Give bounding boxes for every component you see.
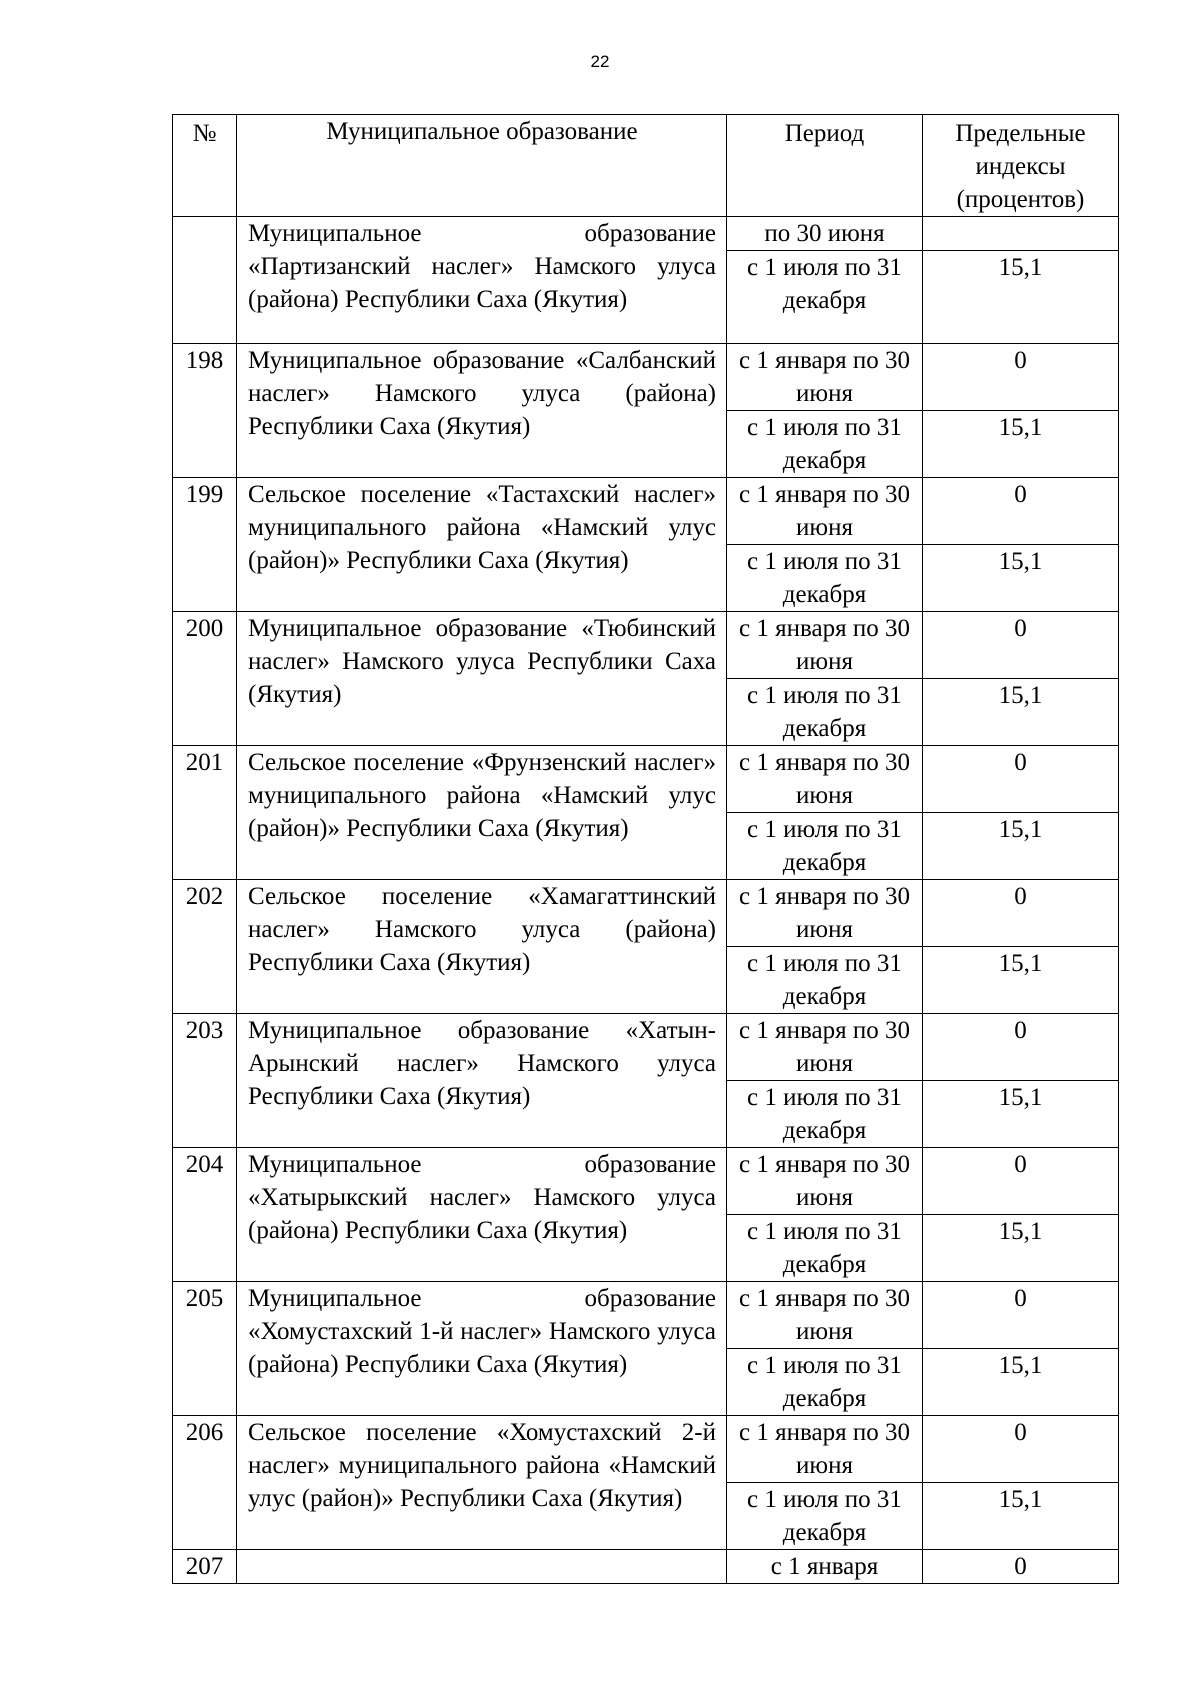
table-row <box>173 217 1119 251</box>
period-second-half: с 1 июля по 31 декабря <box>727 545 923 612</box>
row-number: 200 <box>173 612 237 746</box>
municipality-name: Сельское поселение «Хамагаттинский наслег» Намского улуса (района) Республики Саха (Якутия) <box>237 880 727 1014</box>
row-number: 206 <box>173 1416 237 1550</box>
period-second-half: с 1 июля по 31 декабря <box>727 1349 923 1416</box>
municipality-name: Муниципальное образование «Салбанский наслег» Намского улуса (района) Республики Саха (Якутия) <box>237 344 727 478</box>
row-number: 199 <box>173 478 237 612</box>
index-second-half: 15,1 <box>923 813 1119 880</box>
table-row <box>173 1550 1119 1584</box>
municipality-name: Муниципальное образование «Хатын-Арынский наслег» Намского улуса Республики Саха (Якутия) <box>237 1014 727 1148</box>
period-first-half: с 1 января по 30 июня <box>727 478 923 545</box>
period-first-half: с 1 января по 30 июня <box>727 344 923 411</box>
index-second-half: 15,1 <box>923 1215 1119 1282</box>
row-number: 198 <box>173 344 237 478</box>
index-first-half: 0 <box>923 1014 1119 1081</box>
municipality-name: Муниципальное образование «Хомустахский 1-й наслег» Намского улуса (района) Республики Саха (Якутия) <box>237 1282 727 1416</box>
period-second-half: с 1 июля по 31 декабря <box>727 1081 923 1148</box>
index-second-half: 15,1 <box>923 545 1119 612</box>
period-first-half: с 1 января по 30 июня <box>727 612 923 679</box>
index-first-half: 0 <box>923 746 1119 813</box>
index-first-half: 0 <box>923 1416 1119 1483</box>
table-row <box>173 1416 1119 1483</box>
header-municipality: Муниципальное образование <box>237 115 727 217</box>
row-number: 201 <box>173 746 237 880</box>
index-second-half: 15,1 <box>923 411 1119 478</box>
period-first-half: с 1 января по 30 июня <box>727 1416 923 1483</box>
index-first-half: 0 <box>923 1282 1119 1349</box>
municipality-name: Сельское поселение «Хомустахский 2-й наслег» муниципального района «Намский улус (район)» Республики Саха (Якутия) <box>237 1416 727 1550</box>
table-row <box>173 478 1119 545</box>
index-second-half: 15,1 <box>923 1349 1119 1416</box>
table-row <box>173 1282 1119 1349</box>
table-row <box>173 880 1119 947</box>
row-number: 205 <box>173 1282 237 1416</box>
period-second-half: с 1 июля по 31 декабря <box>727 947 923 1014</box>
index-first-half: 0 <box>923 478 1119 545</box>
table-row <box>173 612 1119 679</box>
period-first-half: с 1 января по 30 июня <box>727 1014 923 1081</box>
page-number: 22 <box>590 52 610 71</box>
table-row <box>173 344 1119 411</box>
period-second-half: с 1 июля по 31 декабря <box>727 679 923 746</box>
index-second-half: 15,1 <box>923 679 1119 746</box>
index-first-half: 0 <box>923 1550 1119 1584</box>
municipality-name: Муниципальное образование «Тюбинский наслег» Намского улуса Республики Саха (Якутия) <box>237 612 727 746</box>
table-row <box>173 746 1119 813</box>
table-row <box>173 1014 1119 1081</box>
index-second-half: 15,1 <box>923 1483 1119 1550</box>
row-number: 207 <box>173 1550 237 1584</box>
row-number: 202 <box>173 880 237 1014</box>
index-first-half: 0 <box>923 1148 1119 1215</box>
index-first-half: 0 <box>923 880 1119 947</box>
row-number: 203 <box>173 1014 237 1148</box>
header-indices: Предельные индексы (процентов) <box>923 115 1119 217</box>
table-row <box>173 1148 1119 1215</box>
municipality-name <box>237 1550 727 1584</box>
period-first-half: с 1 января по 30 июня <box>727 1148 923 1215</box>
index-second-half: 15,1 <box>923 947 1119 1014</box>
period-first-half: с 1 января <box>727 1550 923 1584</box>
row-number <box>173 217 237 344</box>
index-second-half: 15,1 <box>923 251 1119 344</box>
header-number: № <box>173 115 237 217</box>
index-first-half: 0 <box>923 344 1119 411</box>
period-second-half: с 1 июля по 31 декабря <box>727 411 923 478</box>
period-first-half: с 1 января по 30 июня <box>727 1282 923 1349</box>
index-second-half: 15,1 <box>923 1081 1119 1148</box>
municipality-name: Сельское поселение «Тастахский наслег» муниципального района «Намский улус (район)» Республики Саха (Якутия) <box>237 478 727 612</box>
header-period: Период <box>727 115 923 217</box>
period-second-half: с 1 июля по 31 декабря <box>727 251 923 344</box>
index-first-half <box>923 217 1119 251</box>
municipality-name: Муниципальное образование «Партизанский наслег» Намского улуса (района) Республики Саха (Якутия) <box>237 217 727 344</box>
table-header-row <box>173 115 1119 217</box>
municipality-name: Муниципальное образование «Хатырыкский наслег» Намского улуса (района) Республики Саха (Якутия) <box>237 1148 727 1282</box>
index-first-half: 0 <box>923 612 1119 679</box>
table-body <box>173 217 1119 1584</box>
row-number: 204 <box>173 1148 237 1282</box>
period-first-half: с 1 января по 30 июня <box>727 880 923 947</box>
indices-table <box>172 114 1119 1584</box>
municipality-name: Сельское поселение «Фрунзенский наслег» муниципального района «Намский улус (район)» Республики Саха (Якутия) <box>237 746 727 880</box>
period-second-half: с 1 июля по 31 декабря <box>727 1483 923 1550</box>
period-first-half: по 30 июня <box>727 217 923 251</box>
period-first-half: с 1 января по 30 июня <box>727 746 923 813</box>
period-second-half: с 1 июля по 31 декабря <box>727 1215 923 1282</box>
period-second-half: с 1 июля по 31 декабря <box>727 813 923 880</box>
